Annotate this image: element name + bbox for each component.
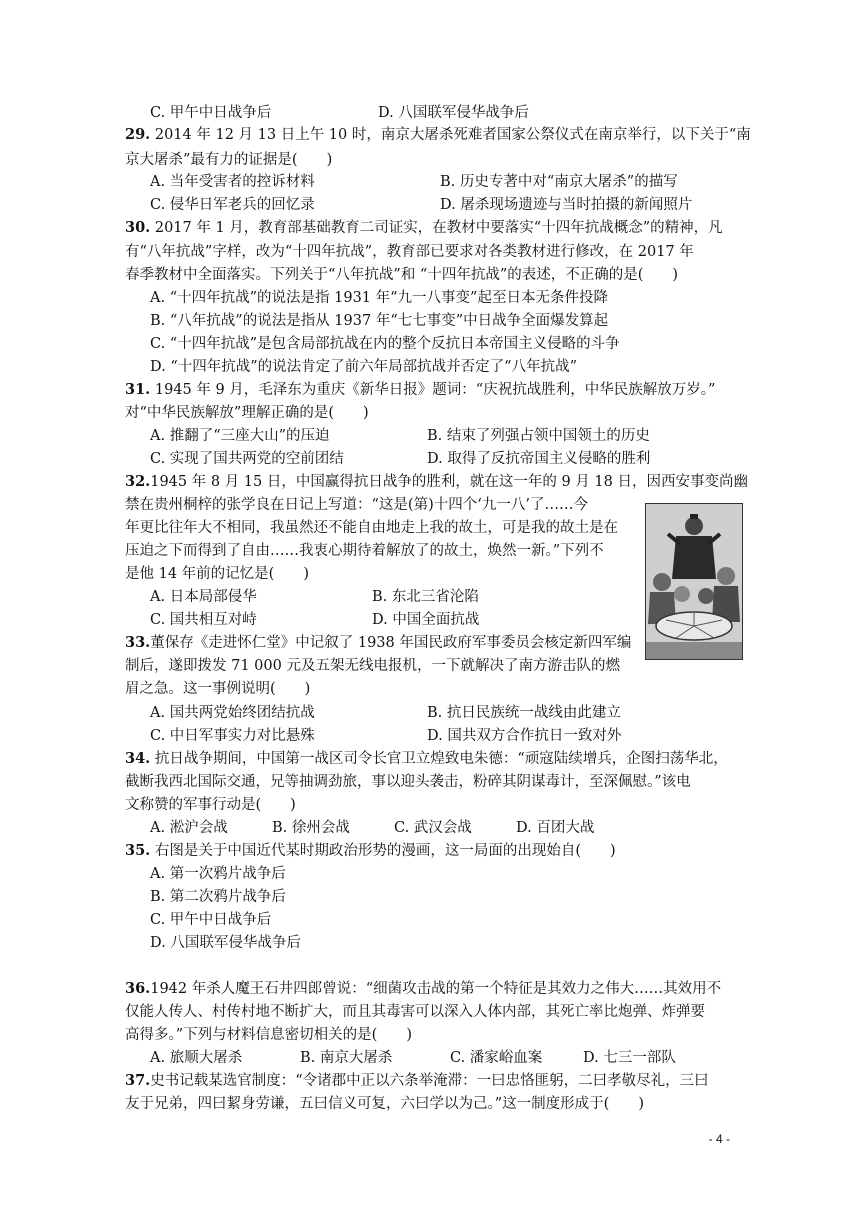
- option-b: B. 东北三省沦陷: [372, 589, 479, 605]
- question-number: 31.: [125, 381, 151, 398]
- option-a: A. 淞沪会战: [150, 820, 228, 836]
- option-d: D. 中国全面抗战: [372, 612, 480, 628]
- option-c: C. 潘家峪血案: [450, 1050, 543, 1066]
- question-number: 29.: [125, 126, 151, 143]
- option-a: A. 旅顺大屠杀: [150, 1050, 243, 1066]
- option-d: D. 屠杀现场遗迹与当时拍摄的新闻照片: [440, 197, 693, 213]
- option-b: B. 结束了列强占领中国领土的历史: [427, 428, 650, 444]
- option-d: D. 八国联军侵华战争后: [378, 105, 529, 121]
- question-number: 36.: [125, 980, 151, 997]
- question-31-stem: [125, 380, 715, 400]
- option-d: D. 取得了反抗帝国主义侵略的胜利: [427, 451, 651, 467]
- option-c: C. 侵华日军老兵的回忆录: [150, 197, 315, 213]
- stem-text: 压迫之下而得到了自由……我衷心期待着解放了的故土，焕然一新。”下列不: [125, 543, 604, 559]
- stem-text: 禁在贵州桐梓的张学良在日记上写道：“这是(第)十四个‘九一八’了……今: [125, 497, 588, 513]
- stem-text: 2014 年 12 月 13 日上午 10 时，南京大屠杀死难者国家公祭仪式在南京举行，以下关于“南: [150, 127, 751, 143]
- stem-text: 对“中华民族解放”理解正确的是( ): [125, 405, 369, 421]
- stem-text: 2017 年 1 月，教育部基础教育二司证实，在教材中要落实“十四年抗战概念”的精神，凡: [150, 220, 723, 236]
- question-number: 35.: [125, 842, 151, 859]
- stem-text: 眉之急。这一事例说明( ): [125, 681, 311, 697]
- stem-text: 春季教材中全面落实。下列关于“八年抗战”和 “十四年抗战”的表述，不正确的是( ): [125, 267, 679, 283]
- stem-text: 是他 14 年前的记忆是( ): [125, 566, 309, 582]
- option-a: A. 推翻了“三座大山”的压迫: [150, 428, 330, 444]
- question-number: 30.: [125, 219, 151, 236]
- question-number: 32.: [125, 473, 151, 490]
- option-b: B. 抗日民族统一战线由此建立: [427, 705, 621, 721]
- option-d: D. 百团大战: [516, 820, 595, 836]
- stem-text: 抗日战争期间，中国第一战区司令长官卫立煌致电朱德：“顽寇陆续增兵，企图扫荡华北，: [150, 751, 728, 767]
- stem-text: 1945 年 9 月，毛泽东为重庆《新华日报》题词：“庆祝抗战胜利，中华民族解放万岁。”: [150, 382, 716, 398]
- question-30-stem: [125, 218, 723, 238]
- stem-text: 制后，遂即拨发 71 000 元及五架无线电报机，一下就解决了南方游击队的燃: [125, 658, 620, 674]
- question-29-stem: [125, 125, 751, 145]
- option-d: D. “十四年抗战”的说法肯定了前六年局部抗战并否定了“八年抗战”: [150, 359, 577, 375]
- option-c: C. 国共相互对峙: [150, 612, 257, 628]
- option-c: C. 实现了国共两党的空前团结: [150, 451, 344, 467]
- question-number: 37.: [125, 1072, 151, 1089]
- stem-text: 年更比往年大不相同，我虽然还不能自由地走上我的故土，可是我的故土是在: [125, 520, 618, 536]
- political-cartoon-image: [645, 503, 743, 660]
- option-c: C. 甲午中日战争后: [150, 105, 272, 121]
- option-a: A. 第一次鸦片战争后: [150, 866, 286, 882]
- question-36-stem: [125, 979, 721, 999]
- question-37-stem: [125, 1071, 709, 1091]
- stem-text: 高得多。”下列与材料信息密切相关的是( ): [125, 1027, 412, 1043]
- option-c: C. 武汉会战: [394, 820, 472, 836]
- question-32-stem: [125, 472, 748, 492]
- stem-text: 董保存《走进怀仁堂》中记叙了 1938 年国民政府军事委员会核定新四军编: [150, 635, 632, 651]
- stem-text: 1942 年杀人魔王石井四郎曾说：“细菌攻击战的第一个特征是其效力之伟大……其效用不: [150, 981, 722, 997]
- stem-text: 1945 年 8 月 15 日，中国赢得抗日战争的胜利，就在这一年的 9 月 18 日，因西安事变尚幽: [150, 474, 748, 490]
- stem-text: 截断我西北国际交通，兄等抽调劲旅，事以迎头袭击，粉碎其阴谋毒计，至深佩慰。”该电: [125, 774, 691, 790]
- option-a: A. “十四年抗战”的说法是指 1931 年“九一八事变”起至日本无条件投降: [150, 290, 608, 306]
- question-number: 33.: [125, 634, 151, 651]
- stem-text: 右图是关于中国近代某时期政治形势的漫画，这一局面的出现始自( ): [150, 843, 616, 859]
- stem-text: 友于兄弟，四曰絜身劳谦，五曰信义可复，六曰学以为己。”这一制度形成于( ): [125, 1096, 644, 1112]
- stem-text: 京大屠杀”最有力的证据是( ): [125, 152, 333, 168]
- option-d: D. 八国联军侵华战争后: [150, 935, 301, 951]
- option-a: A. 日本局部侵华: [150, 589, 257, 605]
- option-c: C. 中日军事实力对比悬殊: [150, 728, 315, 744]
- stem-text: 文称赞的军事行动是( ): [125, 797, 296, 813]
- option-b: B. 徐州会战: [272, 820, 350, 836]
- option-c: C. “十四年抗战”是包含局部抗战在内的整个反抗日本帝国主义侵略的斗争: [150, 336, 620, 352]
- question-33-stem: [125, 633, 631, 653]
- option-b: B. “八年抗战”的说法是指从 1937 年“七七事变”中日战争全面爆发算起: [150, 313, 609, 329]
- option-c: C. 甲午中日战争后: [150, 912, 272, 928]
- option-a: A. 国共两党始终团结抗战: [150, 705, 315, 721]
- option-b: B. 第二次鸦片战争后: [150, 889, 286, 905]
- stem-text: 有“八年抗战”字样，改为“十四年抗战”，教育部已要求对各类教材进行修改，在 2017 年: [125, 244, 694, 260]
- question-number: 34.: [125, 750, 151, 767]
- option-a: A. 当年受害者的控诉材料: [150, 174, 315, 190]
- page-number: - 4 -: [708, 1132, 730, 1146]
- option-d: D. 七三一部队: [583, 1050, 676, 1066]
- cartoon-drawing: [646, 504, 742, 659]
- option-b: B. 南京大屠杀: [300, 1050, 393, 1066]
- stem-text: 仅能人传人、村传村地不断扩大，而且其毒害可以深入人体内部，其死亡率比炮弹、炸弹要: [125, 1004, 705, 1020]
- option-b: B. 历史专著中对“南京大屠杀”的描写: [440, 174, 678, 190]
- stem-text: 史书记载某选官制度：“令诸郡中正以六条举淹滞：一曰忠恪匪躬，二曰孝敬尽礼，三曰: [150, 1073, 709, 1089]
- question-34-stem: [125, 749, 728, 769]
- question-35-stem: [125, 841, 616, 861]
- option-d: D. 国共双方合作抗日一致对外: [427, 728, 622, 744]
